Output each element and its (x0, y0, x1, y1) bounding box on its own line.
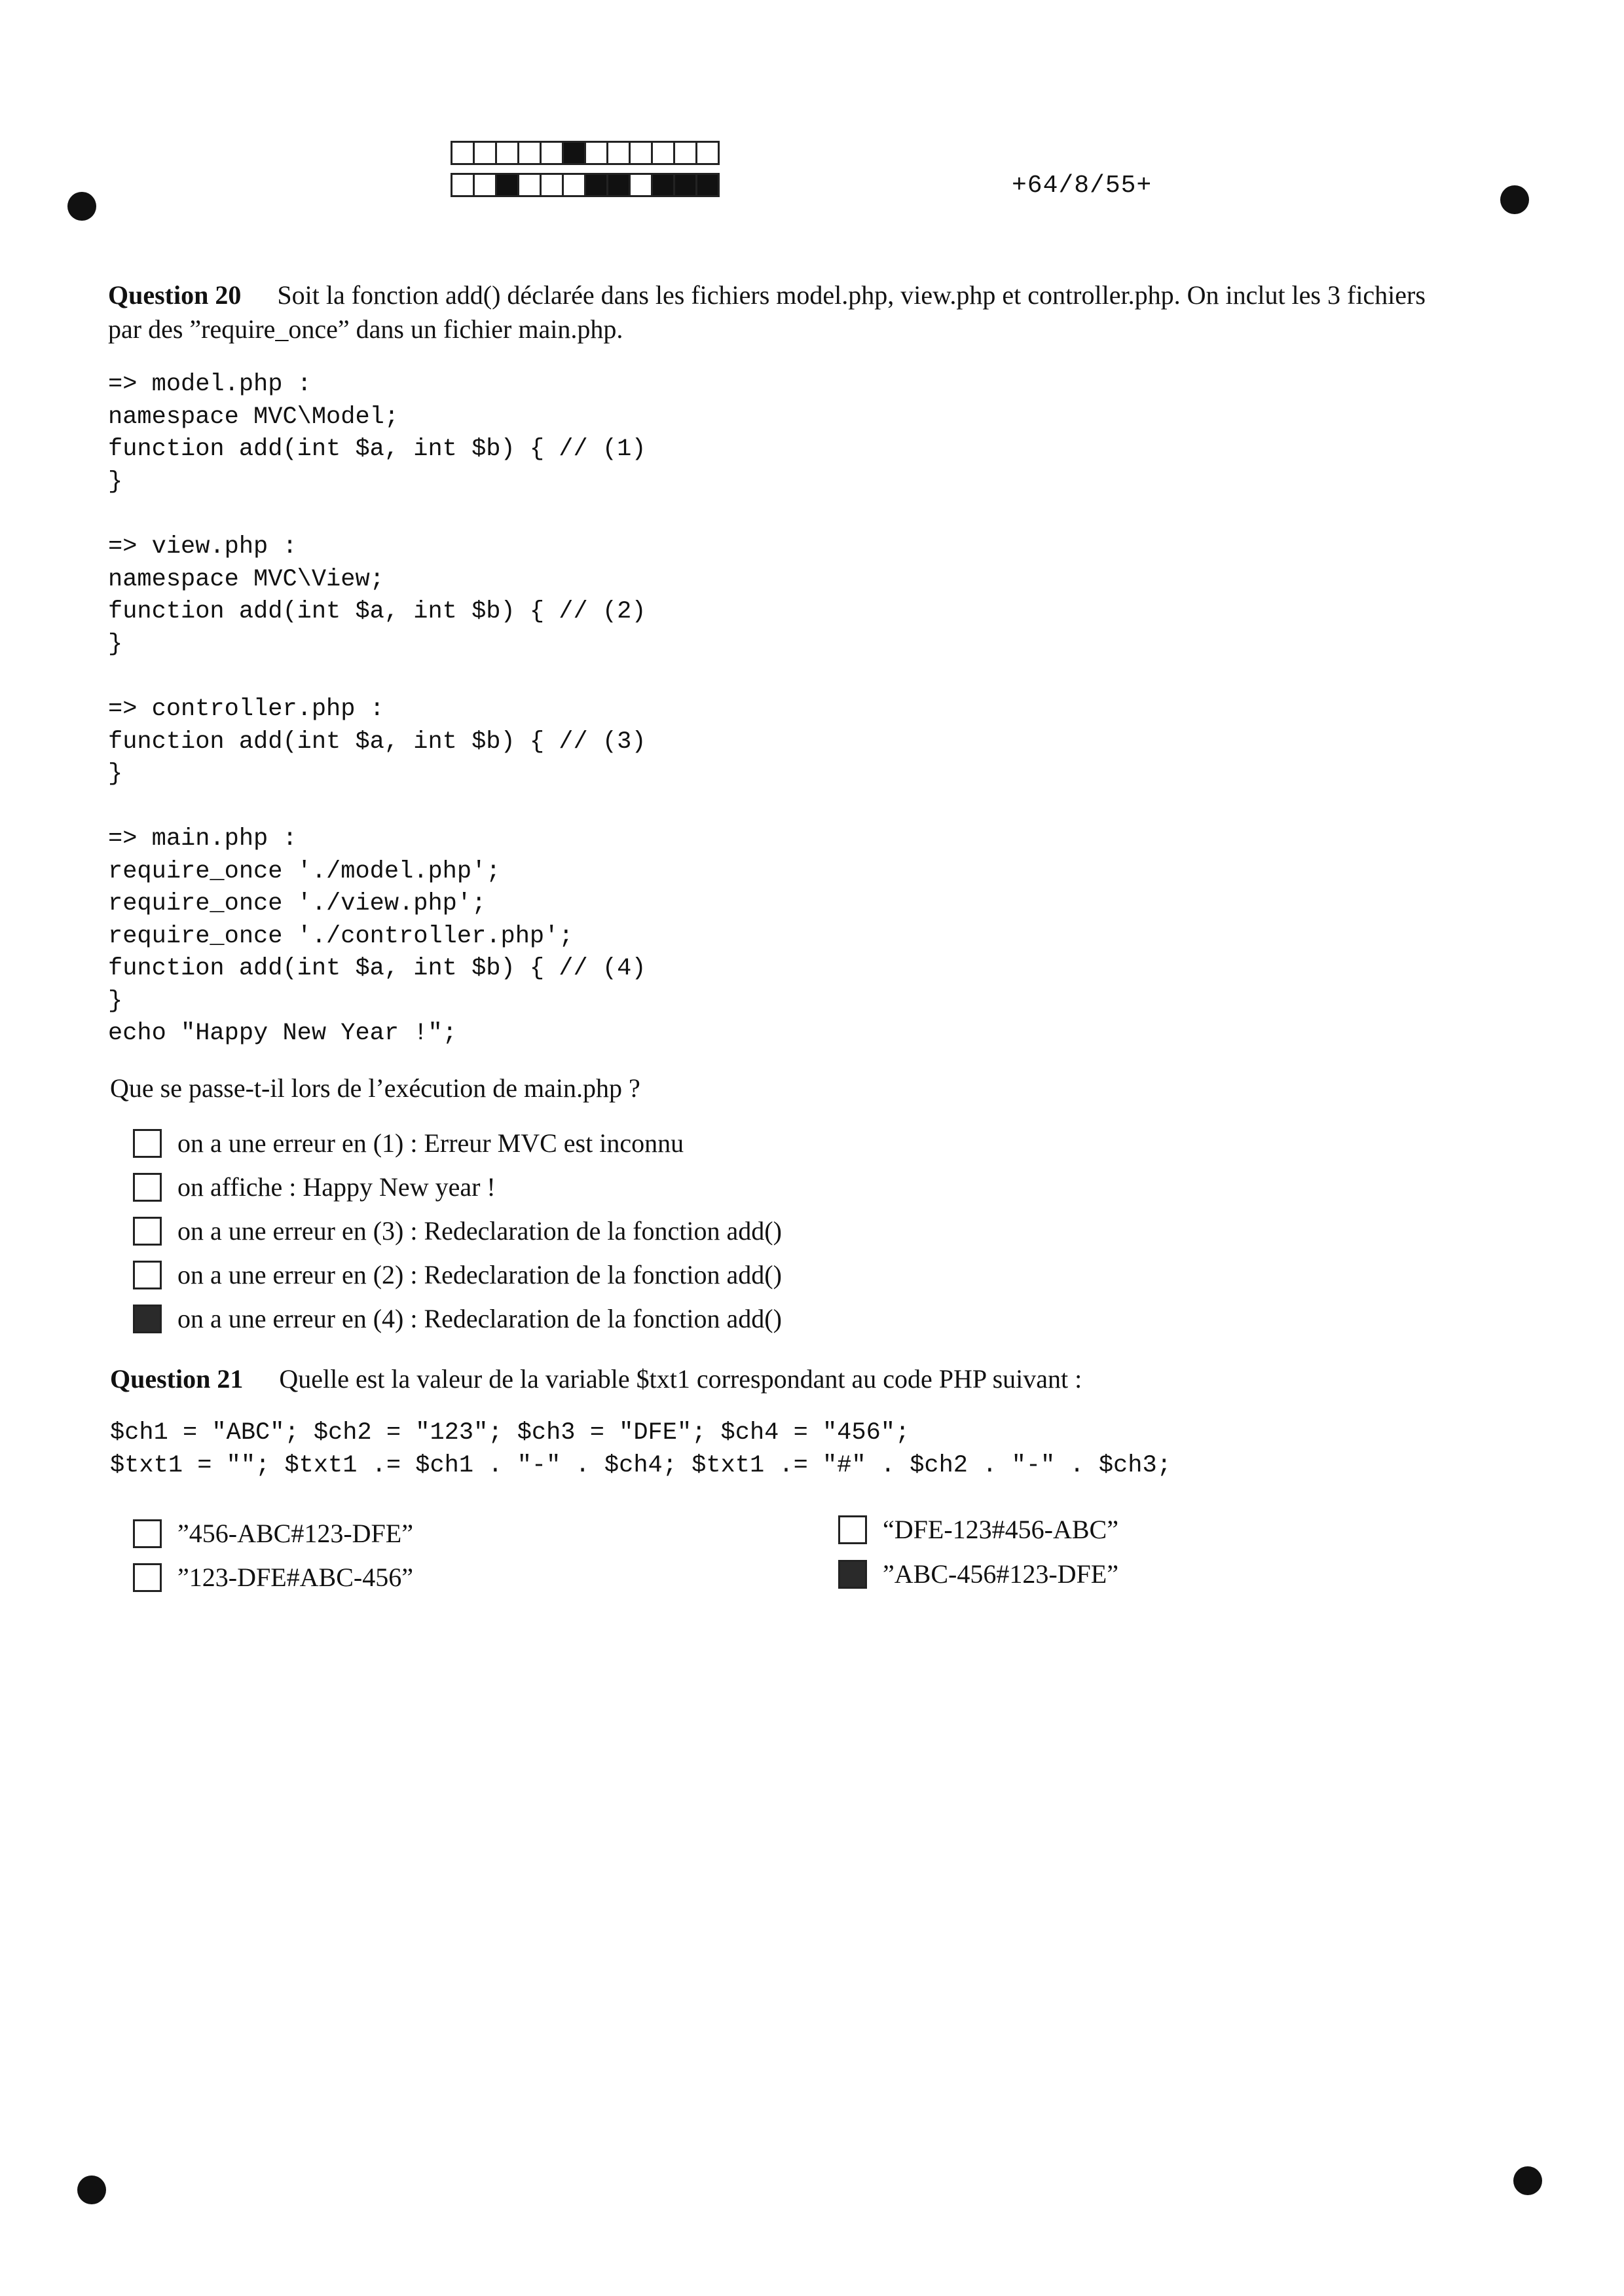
question-21-text: Quelle est la valeur de la variable $txt1 correspondant au code PHP suivant : (279, 1364, 1082, 1394)
choice-q20-2[interactable] (133, 1172, 496, 1202)
id-grid-cell (629, 173, 653, 197)
checkbox[interactable] (133, 1261, 162, 1289)
id-grid-cell (451, 173, 475, 197)
question-21 (110, 1362, 1505, 1396)
choice-label: on affiche : Happy New year ! (177, 1172, 496, 1202)
id-grid-cell (451, 141, 475, 165)
code-model: => model.php : namespace MVC\Model; function add(int $a, int $b) { // (1) } (108, 371, 646, 496)
choice-label: ”ABC-456#123-DFE” (883, 1559, 1118, 1589)
checkbox[interactable] (838, 1515, 867, 1544)
id-grid-cell (584, 141, 608, 165)
question-20-text-line1: Soit la fonction add() déclarée dans les fichiers model.php, view.php et controller.php. On inclut les 3 fichiers (277, 280, 1426, 310)
id-grid-cell (629, 141, 653, 165)
question-20-label: Question 20 (108, 280, 242, 310)
id-grid-cell (473, 173, 497, 197)
corner-mark-bottom-left (77, 2176, 106, 2204)
choice-q20-5[interactable] (133, 1303, 782, 1334)
id-grid-bottom (451, 173, 718, 197)
id-grid-cell (495, 173, 519, 197)
checkbox[interactable] (133, 1173, 162, 1202)
choice-label: on a une erreur en (1) : Erreur MVC est inconnu (177, 1128, 684, 1158)
checkbox[interactable] (838, 1560, 867, 1589)
choice-label: “DFE-123#456-ABC” (883, 1515, 1118, 1544)
choice-label: ”123-DFE#ABC-456” (177, 1563, 413, 1592)
choice-q20-4[interactable] (133, 1259, 782, 1290)
question-20 (108, 278, 1503, 346)
choice-label: on a une erreur en (3) : Redeclaration de la fonction add() (177, 1216, 782, 1246)
id-grid-cell (540, 141, 564, 165)
question-20-prompt: Que se passe-t-il lors de l’exécution de main.php ? (110, 1073, 640, 1103)
question-21-label: Question 21 (110, 1364, 244, 1394)
checkbox[interactable] (133, 1129, 162, 1158)
code-controller: => controller.php : function add(int $a, int $b) { // (3) } (108, 695, 646, 788)
id-grid-cell (606, 141, 631, 165)
choice-q21-1[interactable] (133, 1518, 413, 1549)
id-grid-cell (695, 173, 720, 197)
checkbox[interactable] (133, 1217, 162, 1246)
id-grid-cell (517, 141, 542, 165)
id-grid-cell (495, 141, 519, 165)
choice-q20-3[interactable] (133, 1215, 782, 1246)
corner-mark-top-left (67, 192, 96, 221)
id-grid-cell (584, 173, 608, 197)
page-id: +64/8/55+ (1012, 172, 1153, 200)
code-main: => main.php : require_once './model.php'; require_once './view.php'; require_once './controller.php'; function add(int $a, int $b) { // (4) } echo "Happy New Year !"; (108, 825, 646, 1047)
id-grid-cell (562, 141, 586, 165)
checkbox[interactable] (133, 1305, 162, 1333)
code-q21: $ch1 = "ABC"; $ch2 = "123"; $ch3 = "DFE"; $ch4 = "456"; $txt1 = ""; $txt1 .= $ch1 . "-" . $ch4; $txt1 .= "#" . $ch2 . "-" . $ch3; (110, 1419, 1172, 1479)
choice-label: on a une erreur en (4) : Redeclaration de la fonction add() (177, 1304, 782, 1333)
choice-label: on a une erreur en (2) : Redeclaration de la fonction add() (177, 1260, 782, 1289)
id-grid-cell (651, 141, 675, 165)
id-grid-cell (473, 141, 497, 165)
id-grid-cell (540, 173, 564, 197)
id-grid-cell (517, 173, 542, 197)
id-grid-cell (695, 141, 720, 165)
question-20-text-line2: par des ”require_once” dans un fichier main.php. (108, 314, 623, 344)
id-grid-cell (673, 141, 697, 165)
id-grid-cell (673, 173, 697, 197)
id-grid-cell (562, 173, 586, 197)
id-grid-cell (651, 173, 675, 197)
choice-q21-2[interactable] (133, 1562, 413, 1593)
choice-label: ”456-ABC#123-DFE” (177, 1519, 413, 1548)
checkbox[interactable] (133, 1563, 162, 1592)
choice-q21-4[interactable] (838, 1559, 1118, 1589)
id-grid-cell (606, 173, 631, 197)
corner-mark-bottom-right (1513, 2166, 1542, 2195)
id-grid-top (451, 141, 718, 165)
corner-mark-top-right (1500, 185, 1529, 214)
checkbox[interactable] (133, 1519, 162, 1548)
choice-q21-3[interactable] (838, 1514, 1118, 1545)
code-view: => view.php : namespace MVC\View; function add(int $a, int $b) { // (2) } (108, 533, 646, 658)
choice-q20-1[interactable] (133, 1128, 684, 1158)
